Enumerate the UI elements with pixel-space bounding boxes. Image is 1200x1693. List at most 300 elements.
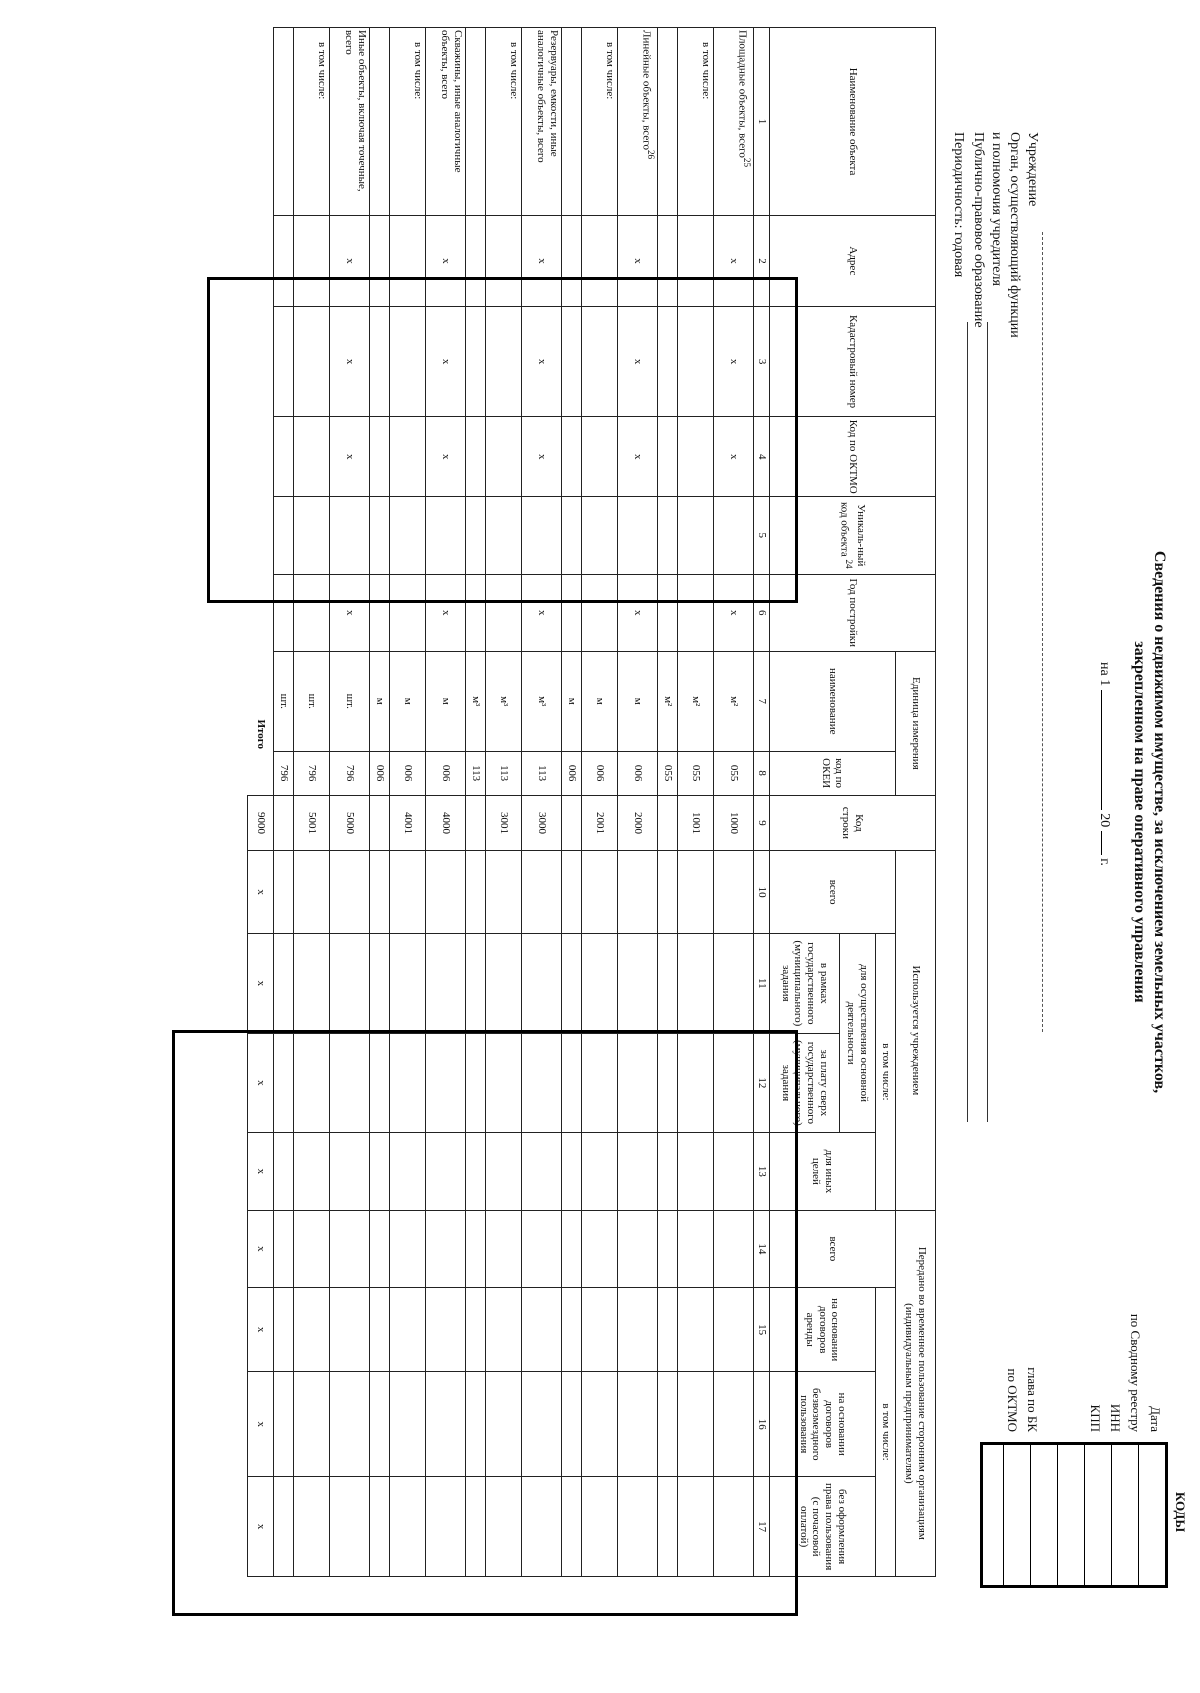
row-name: [678, 28, 714, 216]
row-value-col14[interactable]: [390, 1210, 426, 1287]
code-cell-inn[interactable]: [1084, 1445, 1111, 1585]
row-cell-col7: м: [390, 651, 426, 751]
date-prefix: на 1: [1097, 662, 1112, 687]
row-cell-col9: [274, 795, 294, 850]
row-value-col13[interactable]: [582, 1133, 618, 1210]
row-cell-col7: м²: [714, 651, 754, 751]
row-cell-col2[interactable]: [658, 216, 678, 307]
row-cell-col3[interactable]: [582, 306, 618, 417]
row-value-col14[interactable]: [294, 1210, 330, 1287]
code-cell-date[interactable]: [1138, 1445, 1165, 1585]
row-value-col15[interactable]: [390, 1288, 426, 1372]
code-cell-kpp[interactable]: [1057, 1445, 1084, 1585]
row-cell-col6[interactable]: [486, 574, 522, 651]
label-oktmo: по ОКТМО: [1005, 1368, 1020, 1432]
row-value-col17[interactable]: [582, 1477, 618, 1577]
column-number-2: 2: [754, 216, 770, 307]
row-cell-col6[interactable]: [658, 574, 678, 651]
row-cell-col9: 2001: [582, 795, 618, 850]
row-cell-col6[interactable]: x: [330, 574, 370, 651]
row-value-col13[interactable]: [562, 1133, 582, 1210]
row-value-col14[interactable]: [582, 1210, 618, 1287]
hdr-unique-code-text: Уникаль-ный код объекта: [838, 501, 867, 567]
row-value-col14[interactable]: [426, 1210, 466, 1287]
row-cell-col2[interactable]: [486, 216, 522, 307]
row-name: [486, 28, 522, 216]
authority-label-1: Орган, осуществляющий функции: [1007, 132, 1022, 338]
public-entity-field[interactable]: [967, 322, 968, 1122]
row-value-col10[interactable]: [678, 851, 714, 934]
row-cell-col5[interactable]: [582, 497, 618, 574]
table-row: [678, 28, 714, 1577]
row-value-col13[interactable]: [714, 1133, 754, 1210]
row-value-col17[interactable]: [562, 1477, 582, 1577]
row-value-col12[interactable]: [426, 1033, 466, 1133]
row-value-col12[interactable]: [390, 1033, 426, 1133]
row-cell-col5[interactable]: [294, 497, 330, 574]
row-value-col15[interactable]: [274, 1288, 294, 1372]
row-value-col16[interactable]: [618, 1372, 658, 1477]
row-cell-col3[interactable]: [390, 306, 426, 417]
row-cell-col4[interactable]: [582, 417, 618, 497]
row-cell-col5[interactable]: [522, 497, 562, 574]
code-cell-blank[interactable]: [1030, 1445, 1057, 1585]
row-cell-col2[interactable]: [274, 216, 294, 307]
public-entity-label: Публично-правовое образование: [971, 132, 986, 328]
row-value-col11[interactable]: [390, 934, 426, 1034]
row-cell-col5[interactable]: [330, 497, 370, 574]
row-cell-col5[interactable]: [618, 497, 658, 574]
row-cell-col2[interactable]: [390, 216, 426, 307]
row-name: [294, 28, 330, 216]
row-cell-col3[interactable]: [294, 306, 330, 417]
row-value-col10[interactable]: [370, 851, 390, 934]
row-cell-col7: м: [562, 651, 582, 751]
row-value-col10[interactable]: [618, 851, 658, 934]
label-inn: ИНН: [1108, 1403, 1123, 1432]
row-cell-col4[interactable]: [370, 417, 390, 497]
row-cell-col8: 006: [426, 751, 466, 795]
row-value-col11[interactable]: [426, 934, 466, 1034]
row-cell-col2[interactable]: x: [618, 216, 658, 307]
row-value-col12[interactable]: [714, 1033, 754, 1133]
row-cell-col4[interactable]: [274, 417, 294, 497]
row-value-col11[interactable]: [294, 934, 330, 1034]
row-value-col16[interactable]: [274, 1372, 294, 1477]
row-cell-col9: 1000: [714, 795, 754, 850]
row-cell-col5[interactable]: [370, 497, 390, 574]
row-value-col16[interactable]: [486, 1372, 522, 1477]
row-value-col13[interactable]: [294, 1133, 330, 1210]
row-value-col14[interactable]: [274, 1210, 294, 1287]
row-cell-col7: м: [370, 651, 390, 751]
row-cell-col8: 006: [370, 751, 390, 795]
row-value-col16[interactable]: [678, 1372, 714, 1477]
row-cell-col4[interactable]: [658, 417, 678, 497]
row-value-col16[interactable]: [294, 1372, 330, 1477]
row-value-col11[interactable]: [562, 934, 582, 1034]
row-value-col15[interactable]: [486, 1288, 522, 1372]
hdr-oktmo: Код по ОКТМО: [770, 417, 936, 497]
row-value-col13[interactable]: [486, 1133, 522, 1210]
row-cell-col4[interactable]: [390, 417, 426, 497]
row-cell-col3[interactable]: x: [618, 306, 658, 417]
row-value-col13[interactable]: [274, 1133, 294, 1210]
row-cell-col2[interactable]: [562, 216, 582, 307]
row-value-col15[interactable]: [678, 1288, 714, 1372]
hdr-no-formal: без оформления права пользования (с почасовой оплатой): [770, 1477, 876, 1577]
row-value-col15[interactable]: [658, 1288, 678, 1372]
code-cell-register[interactable]: [1111, 1445, 1138, 1585]
row-name-text: Резервуары, емкости, иные аналогичные объекты, всего: [535, 30, 560, 163]
row-cell-col9: [370, 795, 390, 850]
row-value-col15[interactable]: [294, 1288, 330, 1372]
row-cell-col2[interactable]: x: [426, 216, 466, 307]
row-cell-col6[interactable]: x: [522, 574, 562, 651]
code-cell-budget-chapter[interactable]: [1003, 1445, 1030, 1585]
row-value-col13[interactable]: [678, 1133, 714, 1210]
row-cell-col6[interactable]: [562, 574, 582, 651]
row-value-col17[interactable]: [466, 1477, 486, 1577]
row-cell-col5[interactable]: [274, 497, 294, 574]
row-value-col10[interactable]: [582, 851, 618, 934]
table-body: [274, 28, 754, 1577]
row-cell-col4[interactable]: [466, 417, 486, 497]
table-row: [330, 28, 370, 1577]
row-value-col11[interactable]: [466, 934, 486, 1034]
row-value-col15[interactable]: [522, 1288, 562, 1372]
row-cell-col7: м³: [486, 651, 522, 751]
row-value-col13[interactable]: [330, 1133, 370, 1210]
row-value-col10[interactable]: [466, 851, 486, 934]
row-cell-col3[interactable]: [370, 306, 390, 417]
row-cell-col2[interactable]: [294, 216, 330, 307]
row-value-col17[interactable]: [426, 1477, 466, 1577]
date-year-field[interactable]: [1101, 831, 1102, 855]
row-cell-col8: 796: [274, 751, 294, 795]
row-cell-col3[interactable]: x: [714, 306, 754, 417]
total-cell-col14: x: [248, 1210, 274, 1287]
property-table: [247, 27, 936, 1577]
row-name-text: Линейные объекты, всего: [640, 30, 653, 150]
row-cell-col6[interactable]: x: [426, 574, 466, 651]
authority-field[interactable]: [987, 322, 988, 1122]
row-value-col10[interactable]: [486, 851, 522, 934]
row-value-col10[interactable]: [390, 851, 426, 934]
row-cell-col3[interactable]: x: [426, 306, 466, 417]
row-cell-col6[interactable]: [582, 574, 618, 651]
table-row: [466, 28, 486, 1577]
row-value-col17[interactable]: [294, 1477, 330, 1577]
row-cell-col4[interactable]: [678, 417, 714, 497]
row-cell-col7: шт.: [274, 651, 294, 751]
row-cell-col6[interactable]: x: [618, 574, 658, 651]
row-cell-col9: [466, 795, 486, 850]
row-value-col12[interactable]: [618, 1033, 658, 1133]
row-value-col17[interactable]: [274, 1477, 294, 1577]
authority-label-2: и полномочия учредителя: [989, 132, 1004, 286]
row-name: [582, 28, 618, 216]
row-value-col14[interactable]: [658, 1210, 678, 1287]
row-value-col13[interactable]: [390, 1133, 426, 1210]
row-name: [426, 28, 466, 216]
row-value-col11[interactable]: [678, 934, 714, 1034]
row-value-col13[interactable]: [522, 1133, 562, 1210]
row-value-col11[interactable]: [330, 934, 370, 1034]
hdr-free-use: на основании договоров безвозмездного пользования: [770, 1372, 876, 1477]
table-row: [618, 28, 658, 1577]
row-cell-col3[interactable]: x: [522, 306, 562, 417]
row-name: [714, 28, 754, 216]
date-day-month-field[interactable]: [1101, 690, 1102, 810]
row-cell-col6[interactable]: x: [714, 574, 754, 651]
total-row-code: 9000: [248, 795, 274, 850]
row-value-col16[interactable]: [582, 1372, 618, 1477]
row-value-col16[interactable]: [330, 1372, 370, 1477]
column-number-16: 16: [754, 1372, 770, 1477]
row-value-col13[interactable]: [658, 1133, 678, 1210]
row-cell-col3[interactable]: [678, 306, 714, 417]
row-value-col10[interactable]: [426, 851, 466, 934]
row-cell-col7: м: [618, 651, 658, 751]
table-row: [714, 28, 754, 1577]
row-cell-col5[interactable]: [390, 497, 426, 574]
row-cell-col3[interactable]: [562, 306, 582, 417]
row-value-col12[interactable]: [522, 1033, 562, 1133]
row-value-col14[interactable]: [466, 1210, 486, 1287]
row-value-col10[interactable]: [714, 851, 754, 934]
row-value-col16[interactable]: [714, 1372, 754, 1477]
row-name: [618, 28, 658, 216]
row-value-col17[interactable]: [486, 1477, 522, 1577]
row-value-col15[interactable]: [562, 1288, 582, 1372]
codes-box: [980, 1442, 1168, 1588]
row-value-col11[interactable]: [658, 934, 678, 1034]
row-cell-col4[interactable]: [486, 417, 522, 497]
column-number-17: 17: [754, 1477, 770, 1577]
hdr-transferred-group: Передано во временное пользование сторонним организациям (индивидуальным предпринимателям): [896, 1210, 936, 1576]
row-cell-col6[interactable]: [294, 574, 330, 651]
row-cell-col2[interactable]: [582, 216, 618, 307]
row-cell-col4[interactable]: [294, 417, 330, 497]
row-cell-col6[interactable]: [678, 574, 714, 651]
row-value-col12[interactable]: [678, 1033, 714, 1133]
row-cell-col8: 796: [330, 751, 370, 795]
row-value-col12[interactable]: [330, 1033, 370, 1133]
row-value-col17[interactable]: [678, 1477, 714, 1577]
row-value-col17[interactable]: [658, 1477, 678, 1577]
row-cell-col2[interactable]: [370, 216, 390, 307]
row-cell-col5[interactable]: [714, 497, 754, 574]
row-value-col15[interactable]: [466, 1288, 486, 1372]
row-cell-col4[interactable]: x: [618, 417, 658, 497]
hdr-unique-code-sup: 24: [844, 559, 855, 569]
row-cell-col3[interactable]: [274, 306, 294, 417]
row-value-col10[interactable]: [658, 851, 678, 934]
row-cell-col4[interactable]: x: [426, 417, 466, 497]
row-value-col12[interactable]: [294, 1033, 330, 1133]
table-row: [426, 28, 466, 1577]
row-cell-col8: 055: [714, 751, 754, 795]
row-cell-col9: 5000: [330, 795, 370, 850]
rotated-form-page: [48, 22, 1198, 1622]
row-value-col16[interactable]: [522, 1372, 562, 1477]
column-number-14: 14: [754, 1210, 770, 1287]
row-cell-col2[interactable]: x: [522, 216, 562, 307]
row-value-col13[interactable]: [370, 1133, 390, 1210]
total-cell-col11: x: [248, 934, 274, 1034]
row-cell-col2[interactable]: x: [714, 216, 754, 307]
table-row: [370, 28, 390, 1577]
row-cell-col9: 4001: [390, 795, 426, 850]
row-value-col14[interactable]: [714, 1210, 754, 1287]
row-value-col14[interactable]: [486, 1210, 522, 1287]
row-cell-col2[interactable]: [466, 216, 486, 307]
row-cell-col5[interactable]: [486, 497, 522, 574]
row-value-col10[interactable]: [274, 851, 294, 934]
row-cell-col5[interactable]: [562, 497, 582, 574]
row-value-col16[interactable]: [426, 1372, 466, 1477]
row-value-col14[interactable]: [562, 1210, 582, 1287]
row-value-col16[interactable]: [370, 1372, 390, 1477]
row-value-col16[interactable]: [466, 1372, 486, 1477]
row-value-col10[interactable]: [562, 851, 582, 934]
row-value-col12[interactable]: [370, 1033, 390, 1133]
column-number-9: 9: [754, 795, 770, 850]
row-value-col15[interactable]: [714, 1288, 754, 1372]
row-cell-col4[interactable]: x: [522, 417, 562, 497]
row-cell-col5[interactable]: [426, 497, 466, 574]
hdr-used-incl: в том числе:: [876, 934, 896, 1211]
row-value-col15[interactable]: [330, 1288, 370, 1372]
row-cell-col6[interactable]: [370, 574, 390, 651]
row-name-text: в том числе:: [316, 42, 328, 100]
table-row: [582, 28, 618, 1577]
row-value-col17[interactable]: [618, 1477, 658, 1577]
row-name-text: в том числе:: [700, 42, 712, 100]
row-cell-col6[interactable]: [466, 574, 486, 651]
row-value-col15[interactable]: [370, 1288, 390, 1372]
row-value-col13[interactable]: [618, 1133, 658, 1210]
row-value-col17[interactable]: [714, 1477, 754, 1577]
hdr-year-built: Год постройки: [770, 574, 936, 651]
row-cell-col8: 796: [294, 751, 330, 795]
label-budget-chapter: глава по БК: [1025, 1367, 1040, 1432]
row-cell-col2[interactable]: x: [330, 216, 370, 307]
total-row: [248, 28, 274, 1577]
table-row: [294, 28, 330, 1577]
row-value-col14[interactable]: [678, 1210, 714, 1287]
column-number-1: 1: [754, 28, 770, 216]
row-value-col15[interactable]: [582, 1288, 618, 1372]
row-value-col12[interactable]: [274, 1033, 294, 1133]
row-cell-col5[interactable]: [658, 497, 678, 574]
row-cell-col2[interactable]: [678, 216, 714, 307]
row-value-col13[interactable]: [426, 1133, 466, 1210]
row-value-col11[interactable]: [486, 934, 522, 1034]
row-cell-col9: 2000: [618, 795, 658, 850]
row-name: [330, 28, 370, 216]
row-value-col16[interactable]: [390, 1372, 426, 1477]
row-cell-col3[interactable]: [466, 306, 486, 417]
row-value-col14[interactable]: [370, 1210, 390, 1287]
row-name: [658, 28, 678, 216]
row-cell-col3[interactable]: [658, 306, 678, 417]
row-value-col15[interactable]: [426, 1288, 466, 1372]
row-value-col11[interactable]: [370, 934, 390, 1034]
row-value-col17[interactable]: [390, 1477, 426, 1577]
row-value-col10[interactable]: [522, 851, 562, 934]
hdr-unit-group: Единица измерения: [896, 651, 936, 795]
row-cell-col4[interactable]: [562, 417, 582, 497]
row-name-text: в том числе:: [508, 42, 520, 100]
row-value-col12[interactable]: [486, 1033, 522, 1133]
total-cell-col16: x: [248, 1372, 274, 1477]
row-value-col17[interactable]: [370, 1477, 390, 1577]
row-cell-col3[interactable]: x: [330, 306, 370, 417]
column-number-row: [754, 28, 770, 1577]
row-value-col17[interactable]: [522, 1477, 562, 1577]
row-value-col17[interactable]: [330, 1477, 370, 1577]
row-cell-col6[interactable]: [390, 574, 426, 651]
row-cell-col4[interactable]: x: [714, 417, 754, 497]
row-value-col12[interactable]: [582, 1033, 618, 1133]
hdr-other-purposes: для иных целей: [770, 1133, 876, 1210]
row-value-col12[interactable]: [466, 1033, 486, 1133]
row-value-col10[interactable]: [330, 851, 370, 934]
row-cell-col7: м²: [658, 651, 678, 751]
hdr-unique-code: [770, 497, 936, 574]
row-value-col11[interactable]: [522, 934, 562, 1034]
row-value-col12[interactable]: [562, 1033, 582, 1133]
date-suffix: г.: [1097, 858, 1112, 866]
row-value-col16[interactable]: [658, 1372, 678, 1477]
row-value-col14[interactable]: [330, 1210, 370, 1287]
column-number-4: 4: [754, 417, 770, 497]
row-cell-col6[interactable]: [274, 574, 294, 651]
institution-label: Учреждение: [1025, 132, 1040, 207]
row-value-col12[interactable]: [658, 1033, 678, 1133]
row-cell-col7: шт.: [330, 651, 370, 751]
row-value-col11[interactable]: [618, 934, 658, 1034]
hdr-transferred-incl: в том числе:: [876, 1288, 896, 1577]
row-cell-col8: 006: [618, 751, 658, 795]
hdr-address: Адрес: [770, 216, 936, 307]
row-cell-col7: м³: [466, 651, 486, 751]
row-cell-col4[interactable]: x: [330, 417, 370, 497]
row-cell-col5[interactable]: [678, 497, 714, 574]
hdr-row-code: Код строки: [770, 795, 936, 850]
row-value-col14[interactable]: [618, 1210, 658, 1287]
row-value-col10[interactable]: [294, 851, 330, 934]
form-title-line-1: Сведения о недвижимом имуществе, за исключением земельных участков,: [1151, 550, 1168, 1094]
total-cell-col15: x: [248, 1288, 274, 1372]
row-value-col16[interactable]: [562, 1372, 582, 1477]
row-value-col14[interactable]: [522, 1210, 562, 1287]
row-value-col11[interactable]: [714, 934, 754, 1034]
row-cell-col7: шт.: [294, 651, 330, 751]
row-cell-col5[interactable]: [466, 497, 486, 574]
row-cell-col3[interactable]: [486, 306, 522, 417]
row-value-col11[interactable]: [274, 934, 294, 1034]
row-value-col15[interactable]: [618, 1288, 658, 1372]
code-cell-oktmo[interactable]: [977, 1445, 1003, 1585]
table-row: [562, 28, 582, 1577]
row-name: [522, 28, 562, 216]
row-value-col11[interactable]: [582, 934, 618, 1034]
row-value-col13[interactable]: [466, 1133, 486, 1210]
row-name-text: в том числе:: [604, 42, 616, 100]
